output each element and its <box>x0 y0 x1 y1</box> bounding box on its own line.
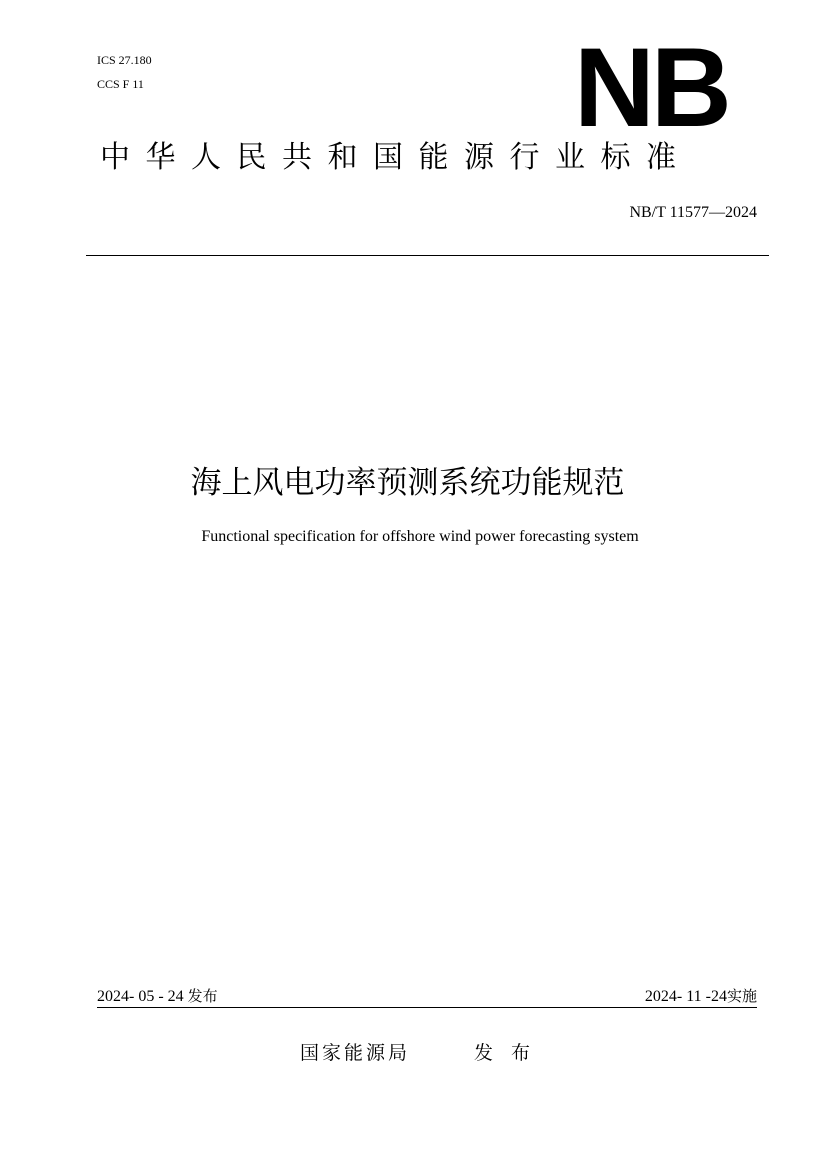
title-english: Functional specification for offshore wind power forecasting system <box>201 528 639 545</box>
issue-date-suffix: 发布 <box>187 987 218 1005</box>
issue-word: 发布 <box>474 1042 549 1064</box>
top-divider <box>86 255 769 256</box>
implementation-date <box>645 985 757 1008</box>
issuer-name: 国家能源局 <box>300 1042 411 1064</box>
standard-number: NB/T 11577—2024 <box>629 204 757 221</box>
bottom-divider <box>97 1007 757 1008</box>
ccs-code: CCS F 11 <box>97 77 144 91</box>
ics-code: ICS 27.180 <box>97 53 152 67</box>
implementation-date-suffix: 实施 <box>726 987 757 1005</box>
standard-category: 中华人民共和国能源行业标准 <box>100 140 692 175</box>
issue-date <box>97 985 218 1008</box>
implementation-date-value: 2024- 11 -24 <box>644 988 727 1005</box>
issue-date-value: 2024- 05 - 24 <box>97 988 184 1005</box>
title-chinese: 海上风电功率预测系统功能规范 <box>190 465 625 501</box>
nb-logo: NB <box>574 25 728 150</box>
